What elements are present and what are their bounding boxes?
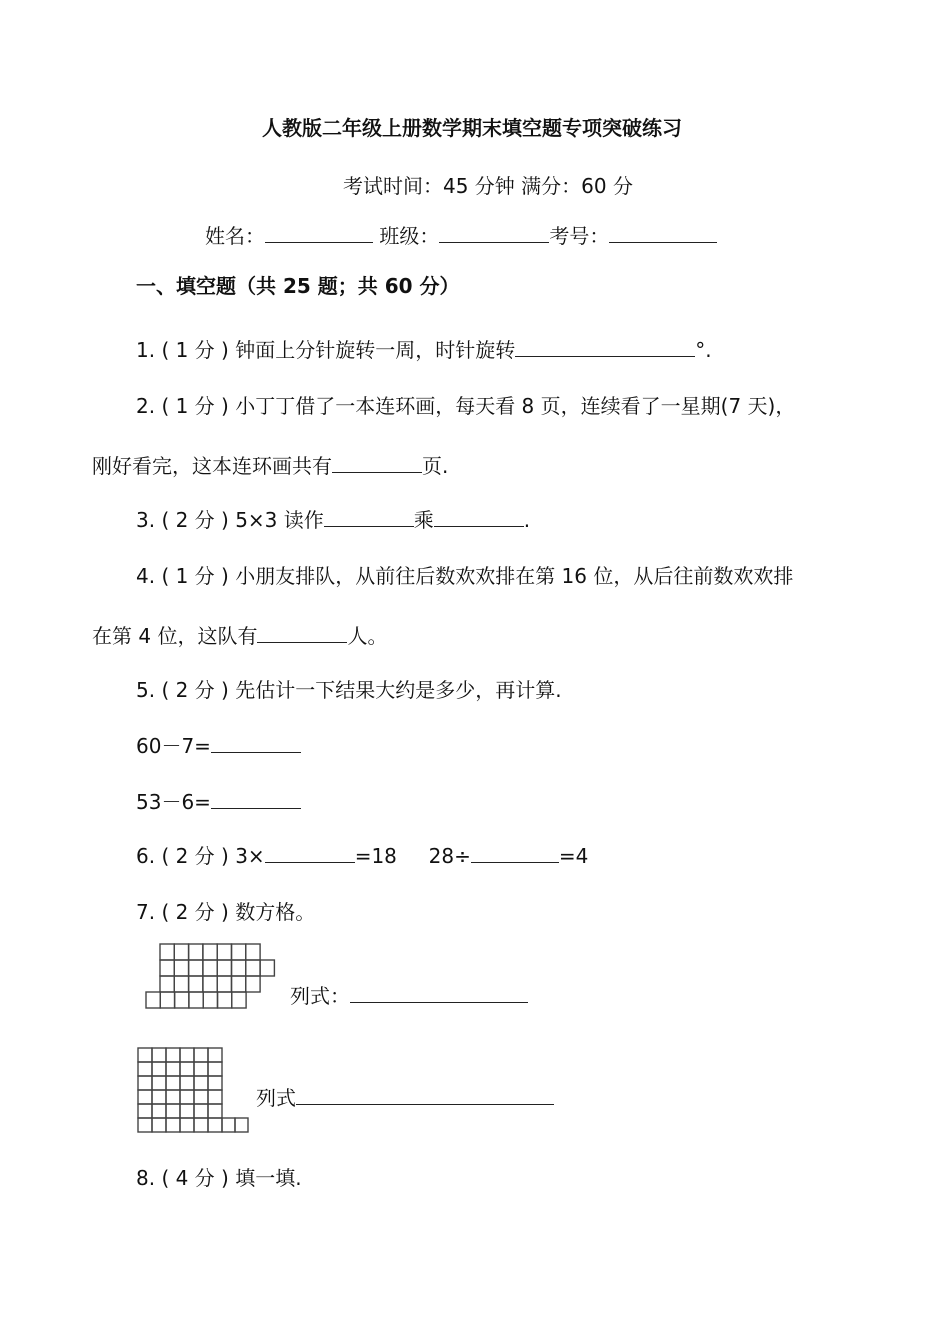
student-info-row [205,222,717,250]
q4-text: 在第 4 位，这队有 [92,624,258,648]
q7-formula-2 [256,1084,554,1112]
q7-blank-2[interactable] [296,1084,554,1105]
q5-blank-1[interactable] [211,732,301,753]
grid-figure-2 [136,1046,250,1134]
q7-blank-1[interactable] [350,982,528,1003]
q3-blank-2[interactable] [434,506,524,527]
q6-suffix: =4 [558,844,589,868]
exam-info: 考试时间：45 分钟 满分：60 分 [343,174,633,198]
q5-expr-2 [136,788,301,816]
q6-middle: =18 28÷ [354,844,471,868]
q5-expr-1 [136,732,301,760]
section-title: 一、填空题（共 25 题；共 60 分） [136,274,460,298]
q3-suffix: . [523,508,531,532]
question-4-line-2 [92,622,387,650]
q2-blank[interactable] [332,452,422,473]
id-label: 考号： [549,224,610,248]
grid-figure-1 [144,942,278,1010]
doc-title: 人教版二年级上册数学期末填空题专项突破练习 [262,116,682,140]
question-3 [136,506,530,534]
name-label: 姓名： [205,224,265,248]
q5-blank-2[interactable] [211,788,301,809]
question-5: 5. ( 2 分 ) 先估计一下结果大约是多少，再计算. [136,678,562,702]
q2-suffix: 页. [422,454,449,478]
question-1 [136,336,712,364]
q4-suffix: 人。 [347,624,388,648]
q1-blank[interactable] [515,336,695,357]
q5-expr-1-text: 60－7= [136,734,211,758]
q6-blank-1[interactable] [265,842,355,863]
q7-formula-1-label: 列式： [290,984,350,1008]
question-2-line-2 [92,452,448,480]
id-blank[interactable] [609,222,717,243]
class-blank[interactable] [439,222,549,243]
q3-middle: 乘 [413,508,434,532]
q5-expr-2-text: 53－6= [136,790,211,814]
question-7: 7. ( 2 分 ) 数方格。 [136,900,316,924]
q3-text: 3. ( 2 分 ) 5×3 读作 [136,508,324,532]
question-6 [136,842,588,870]
q6-blank-2[interactable] [471,842,559,863]
question-8: 8. ( 4 分 ) 填一填. [136,1166,302,1190]
q7-formula-1 [290,982,528,1010]
name-blank[interactable] [265,222,373,243]
q7-formula-2-label: 列式 [256,1086,296,1110]
q2-text: 刚好看完，这本连环画共有 [92,454,332,478]
question-4-line-1: 4. ( 1 分 ) 小朋友排队，从前往后数欢欢排在第 16 位，从后往前数欢欢排 [136,564,794,588]
q1-text: 1. ( 1 分 ) 钟面上分针旋转一周，时针旋转 [136,338,516,362]
q1-suffix: °. [695,338,712,362]
q4-blank[interactable] [257,622,347,643]
q3-blank-1[interactable] [324,506,414,527]
class-label: 班级： [379,224,440,248]
question-2-line-1: 2. ( 1 分 ) 小丁丁借了一本连环画，每天看 8 页，连续看了一星期(7 天)， [136,394,796,418]
q6-text: 6. ( 2 分 ) 3× [136,844,265,868]
